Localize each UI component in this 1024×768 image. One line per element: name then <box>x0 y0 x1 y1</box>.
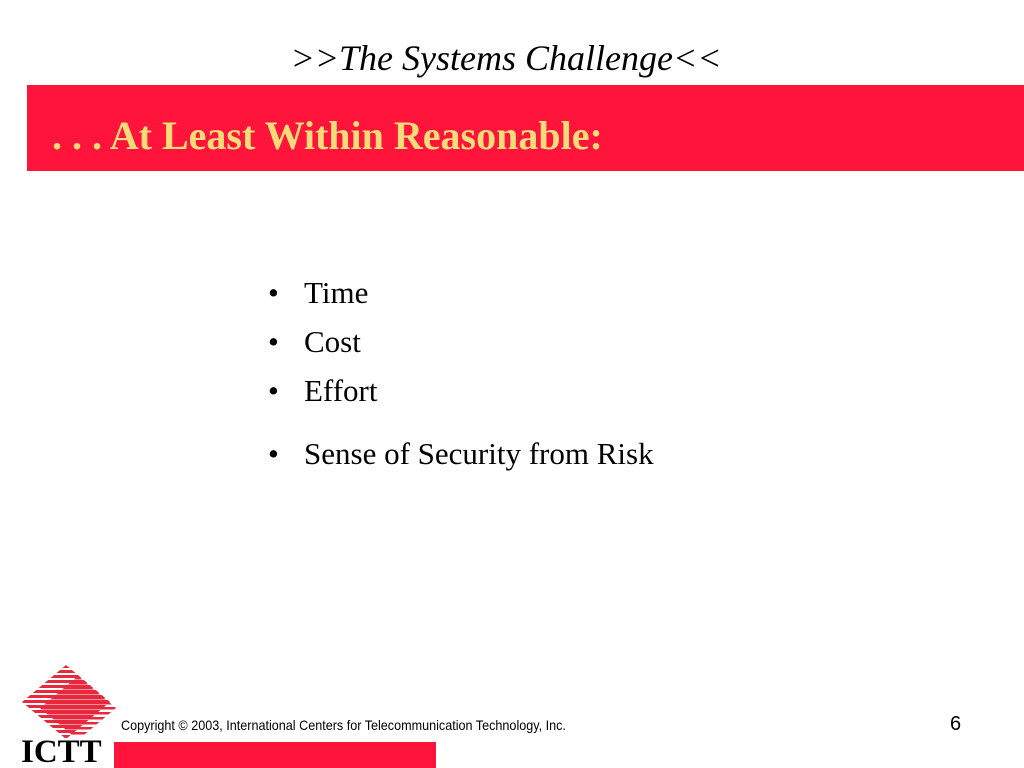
bullet-item-time <box>268 268 654 317</box>
bullet-text: Sense of Security from Risk <box>304 436 654 471</box>
bullet-item-cost <box>268 317 654 366</box>
bullet-text: Cost <box>304 324 361 359</box>
bullet-icon: • <box>268 436 279 471</box>
bullet-text: Effort <box>304 373 378 408</box>
copyright-notice: Copyright © 2003, International Centers for Telecommunication Technology, Inc. <box>121 717 566 733</box>
bullet-list <box>268 268 654 478</box>
bullet-text: Time <box>304 275 369 310</box>
bullet-icon: • <box>268 373 279 408</box>
section-title: >>The Systems Challenge<< <box>290 38 722 78</box>
bullet-item-security <box>268 429 654 478</box>
bullet-item-effort <box>268 366 654 415</box>
bullet-icon: • <box>268 275 279 310</box>
footer-bar <box>114 742 436 768</box>
banner-title: . . . At Least Within Reasonable: <box>52 113 603 158</box>
logo-text: ICTT <box>21 734 102 768</box>
bullet-icon: • <box>268 324 279 359</box>
page-number: 6 <box>950 713 962 735</box>
